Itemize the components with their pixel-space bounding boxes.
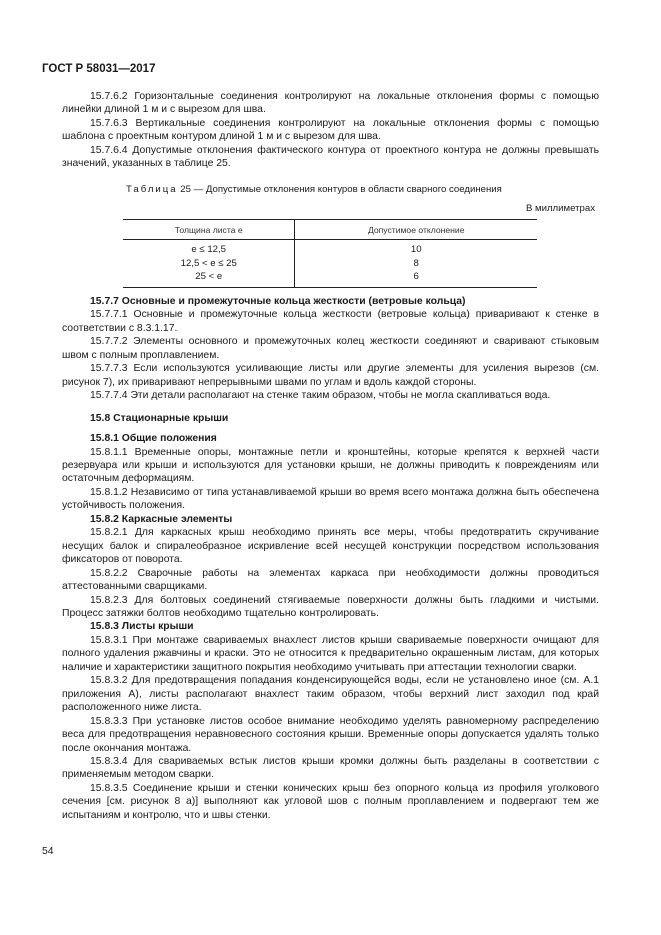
table-row: [123, 257, 537, 271]
paragraph: 15.7.6.2 Горизонтальные соединения контролируют на локальные отклонения формы с помощью линейки длиной 1 м и с вырезом для шва.: [62, 91, 599, 116]
section-heading: 15.8.3 Листы крыши: [90, 621, 194, 633]
table-header: Толщина листа e: [123, 220, 295, 240]
paragraph: 15.8.3.3 При установке листов особое внимание необходимо уделять равномерному распределению веса для предотвращения неравновесного состояния крыши. Временные опоры допускается удалять только после окончания монтажа.: [62, 715, 599, 754]
paragraph: 15.7.7.3 Если используются усиливающие листы или другие элементы для усиления вырезов (см. рисунок 7), их приваривают непрерывными швами по углам и вдоль каждой стороны.: [62, 363, 599, 388]
page-number: 54: [42, 846, 54, 857]
paragraph: 15.8.2.2 Сварочные работы на элементах каркаса при необходимости должны проводиться аттестованными сварщиками.: [62, 567, 599, 593]
paragraph: 15.8.3.5 Соединение крыши и стенки конических крыш без опорного кольца из профиля уголкового сечения [см. рисунок 8 а)] выполняют как угловой шов с полным проплавлением и подвергают тем же испытаниям и контролю, что и швы стенки.: [62, 782, 599, 821]
paragraph: 15.8.1.1 Временные опоры, монтажные петли и кронштейны, которые крепятся к верхней части резервуара или крыши и используются для установки крыши, не должны приводить к повреждениям или остаточным деформациям.: [62, 446, 599, 485]
paragraph: 15.8.2.1 Для каркасных крыш необходимо принять все меры, чтобы предотвратить скручивание несущих балок и спиралеобразное искривление всей несущей конструкции посредством использования фиксаторов от поворота.: [62, 527, 599, 566]
paragraph: 15.7.7.4 Эти детали располагают на стенке таким образом, чтобы не могла скапливаться вода.: [90, 390, 551, 402]
caption-label: Таблица: [126, 184, 178, 195]
paragraph: 15.7.7.2 Элементы основного и промежуточных колец жесткости соединяют и сваривают стыковым швом с полным проплавлением.: [62, 336, 599, 361]
table-cell: 12,5 < e ≤ 25: [180, 257, 237, 269]
paragraph: 15.8.3.4 Для свариваемых встык листов крыши кромки должны быть разделаны в соответствии с применяемым методом сварки.: [62, 755, 599, 781]
table-cell: 6: [295, 270, 537, 287]
paragraph: 15.7.6.3 Вертикальные соединения контролируют на локальные отклонения формы с помощью шаблона с проектным контуром длиной 1 м и с вырезом для шва.: [62, 117, 599, 143]
paragraph: 15.8.3.2 Для предотвращения попадания конденсирующейся воды, если не установлено иное (см. А.1 приложения А), листы располагают внахлест таким образом, чтобы верхний лист заходил под край расположенного ниже листа.: [62, 675, 599, 714]
caption-text: 25 — Допустимые отклонения контуров в области сварного соединения: [180, 184, 502, 195]
section-main: [62, 295, 599, 822]
table-row: [123, 240, 537, 257]
paragraph: 15.8.3.1 При монтаже свариваемых внахлест листов крыши свариваемые поверхности очищают для полного удаления ржавчины и краски. Это не относится к предварительно окрашенным листам, для которых наличие и характеристики защитного покрытия необходимо учитывать при аттестации технологии сварки.: [62, 634, 599, 673]
section-heading: 15.8 Стационарные крыши: [90, 412, 229, 424]
paragraph: 15.8.1.2 Независимо от типа устанавливаемой крыши во время всего монтажа должна быть обеспечена устойчивость положения.: [62, 486, 599, 512]
table-header: Допустимое отклонение: [295, 220, 537, 240]
table-unit: В миллиметрах: [525, 203, 595, 214]
section-heading: 15.8.2 Каркасные элементы: [90, 513, 233, 525]
document-header: ГОСТ Р 58031—2017: [42, 63, 156, 75]
table-cell: 8: [295, 257, 537, 271]
table-row: [123, 270, 537, 287]
paragraph: 15.7.7.1 Основные и промежуточные кольца жесткости (ветровые кольца) приваривают к стенке в соответствии с 8.3.1.17.: [62, 309, 599, 334]
section-15-7-6: [62, 90, 599, 171]
deviation-table: [123, 219, 537, 288]
table-cell: 25 < e: [123, 270, 295, 287]
paragraph: 15.8.2.3 Для болтовых соединений стягиваемые поверхности должны быть гладкими и чистыми. Процесс затяжки болтов необходимо тщательно контролировать.: [62, 594, 599, 619]
paragraph: 15.7.6.4 Допустимые отклонения фактического контура от проектного контура не должны превышать значений, указанных в таблице 25.: [62, 144, 599, 170]
section-heading: 15.7.7 Основные и промежуточные кольца жесткости (ветровые кольца): [90, 296, 466, 307]
table-cell: 10: [295, 240, 537, 257]
table-caption: [126, 184, 502, 195]
section-heading: 15.8.1 Общие положения: [90, 433, 217, 445]
table-cell: e ≤ 12,5: [191, 244, 227, 255]
